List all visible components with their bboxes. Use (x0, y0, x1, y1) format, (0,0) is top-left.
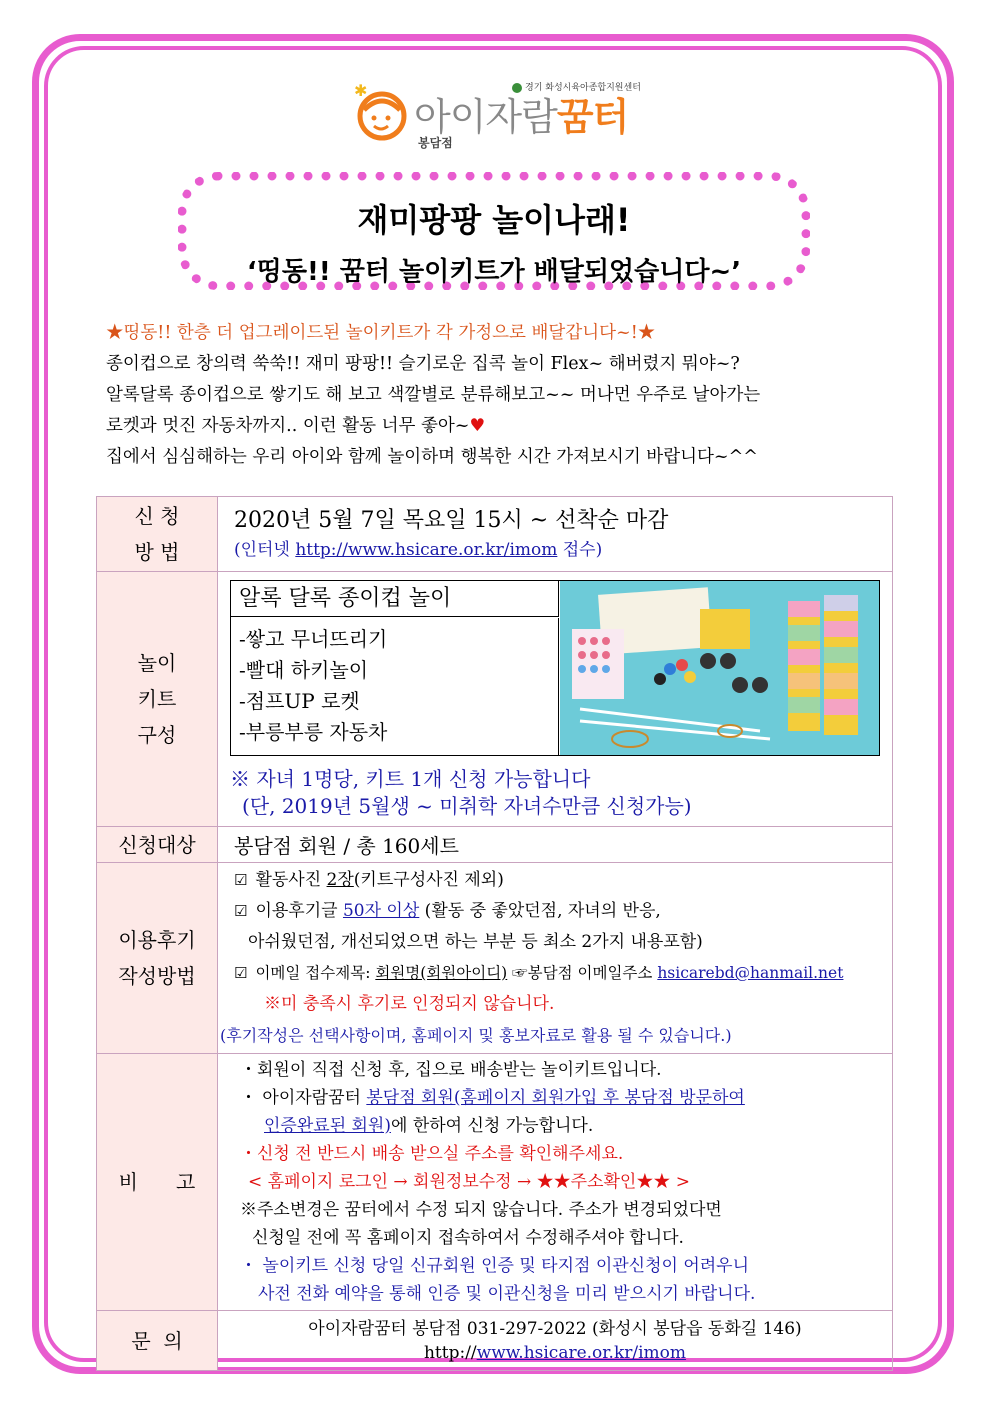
review-line: ☑ 활동사진 2장(키트구성사진 제외) (234, 870, 504, 890)
row-remarks (97, 1054, 893, 1311)
email-link[interactable]: hsicarebd@hanmail.net (657, 964, 844, 982)
row-contact (97, 1311, 893, 1371)
sub-title: ‘띵동!! 꿈터 놀이키트가 배달되었습니다~’ (246, 257, 742, 287)
remark-line: ・ 놀이키트 신청 당일 신규회원 인증 및 타지점 이관신청이 어려우니 (240, 1256, 750, 1276)
kit-box (230, 580, 880, 756)
row-target (97, 827, 893, 863)
kit-item: -부릉부릉 자동차 (239, 720, 388, 744)
intro-text (106, 318, 896, 473)
contact-url: http://www.hsicare.or.kr/imom (423, 1342, 687, 1363)
kit-note: ※ 자녀 1명당, 키트 1개 신청 가능합니다 (단, 2019년 5월생 ~ 미취학 자녀수만큼 신청가능) (230, 767, 692, 818)
row-apply (97, 497, 893, 572)
remark-line: < 홈페이지 로그인 → 회원정보수정 → ★★주소확인★★ > (248, 1172, 690, 1192)
label-kit: 놀이 키트 구성 (97, 572, 218, 827)
review-line: ☑ 이메일 접수제목: 회원명(회원아이디) ☞봉담점 이메일주소 hsicarebd@hanmail.net (234, 964, 844, 982)
contact-line: 아이자람꿈터 봉담점 031-297-2022 (화성시 봉담읍 동화길 146) (308, 1318, 802, 1339)
target-value: 봉담점 회원 / 총 160세트 (218, 827, 893, 863)
kit-items (231, 618, 559, 755)
apply-web: (인터넷 http://www.hsicare.or.kr/imom 접수) (234, 540, 603, 560)
remark-line: 신청일 전에 꼭 홈페이지 접속하여서 수정해주셔야 합니다. (252, 1228, 684, 1248)
contact-link[interactable]: www.hsicare.or.kr/imom (476, 1342, 687, 1363)
checkbox-icon: ☑ (234, 902, 248, 920)
branch-name: 봉담점 (418, 136, 453, 150)
review-line: ☑ 이용후기글 50자 이상 (활동 중 좋았던점, 자녀의 반응, (234, 901, 661, 921)
intro-line: 집에서 심심해하는 우리 아이와 함께 놀이하며 행복한 시간 가져보시기 바랍니다~^^ (106, 447, 758, 467)
row-kit (97, 572, 893, 827)
label-remarks: 비 고 (97, 1054, 218, 1311)
kit-title: 알록 달록 종이컵 놀이 (231, 581, 559, 617)
intro-line: 알록달록 종이컵으로 쌓기도 해 보고 색깔별로 분류해보고~~ 머나먼 우주로 날아가는 (106, 385, 761, 405)
remark-line: 인증완료된 회원)에 한하여 신청 가능합니다. (264, 1116, 594, 1136)
remark-line: ・신청 전 반드시 배송 받으실 주소를 확인해주세요. (240, 1144, 624, 1164)
label-contact: 문 의 (97, 1311, 218, 1371)
kit-photo (560, 581, 879, 755)
kit-item: -빨대 하키놀이 (239, 658, 369, 682)
main-title: 재미팡팡 놀이나래! (357, 201, 631, 239)
logo (352, 78, 652, 158)
intro-line: ★띵동!! 한층 더 업그레이드된 놀이키트가 각 가정으로 배달갑니다~!★ (106, 323, 656, 343)
intro-line: 종이컵으로 창의력 쑥쑥!! 재미 팡팡!! 슬기로운 집콕 놀이 Flex~ 해버렸지 뭐야~? (106, 354, 740, 374)
brand-name: 아이자람꿈터 (414, 95, 629, 139)
checkbox-icon: ☑ (234, 964, 248, 982)
remark-line: ・ 아이자람꿈터 봉담점 회원(홈페이지 회원가입 후 봉담점 방문하여 (240, 1088, 745, 1108)
checkbox-icon: ☑ (234, 871, 248, 889)
review-line: 아쉬웠던점, 개선되었으면 하는 부분 등 최소 2가지 내용포함) (248, 932, 703, 952)
review-note: (후기작성은 선택사항이며, 홈페이지 및 홍보자료로 활용 될 수 있습니다.) (220, 1026, 732, 1045)
label-target: 신청대상 (97, 827, 218, 863)
org-name: 경기 화성시육아종합지원센터 (512, 80, 641, 93)
kit-item: -쌓고 무너뜨리기 (239, 627, 388, 651)
title-box (178, 172, 810, 290)
svg-text:✱: ✱ (354, 84, 368, 100)
apply-link[interactable]: http://www.hsicare.or.kr/imom (295, 540, 558, 560)
remark-line: ・회원이 직접 신청 후, 집으로 배송받는 놀이키트입니다. (240, 1060, 662, 1080)
label-apply: 신 청 방 법 (97, 497, 218, 572)
label-review: 이용후기 작성방법 (97, 863, 218, 1054)
apply-date: 2020년 5월 7일 목요일 15시 ~ 선착순 마감 (234, 508, 669, 533)
remark-line: 사전 전화 예약을 통해 인증 및 이관신청을 미리 받으시기 바랍니다. (258, 1284, 756, 1304)
row-review (97, 863, 893, 1054)
child-face-icon (352, 84, 410, 142)
intro-line: 로켓과 멋진 자동차까지.. 이런 활동 너무 좋아~♥ (106, 416, 486, 436)
kit-item: -점프UP 로켓 (239, 689, 360, 713)
info-table (96, 496, 893, 1371)
review-warning: ※미 충족시 후기로 인정되지 않습니다. (264, 994, 555, 1014)
heart-icon: ♥ (469, 416, 486, 436)
remark-line: ※주소변경은 꿈터에서 수정 되지 않습니다. 주소가 변경되었다면 (240, 1200, 722, 1220)
